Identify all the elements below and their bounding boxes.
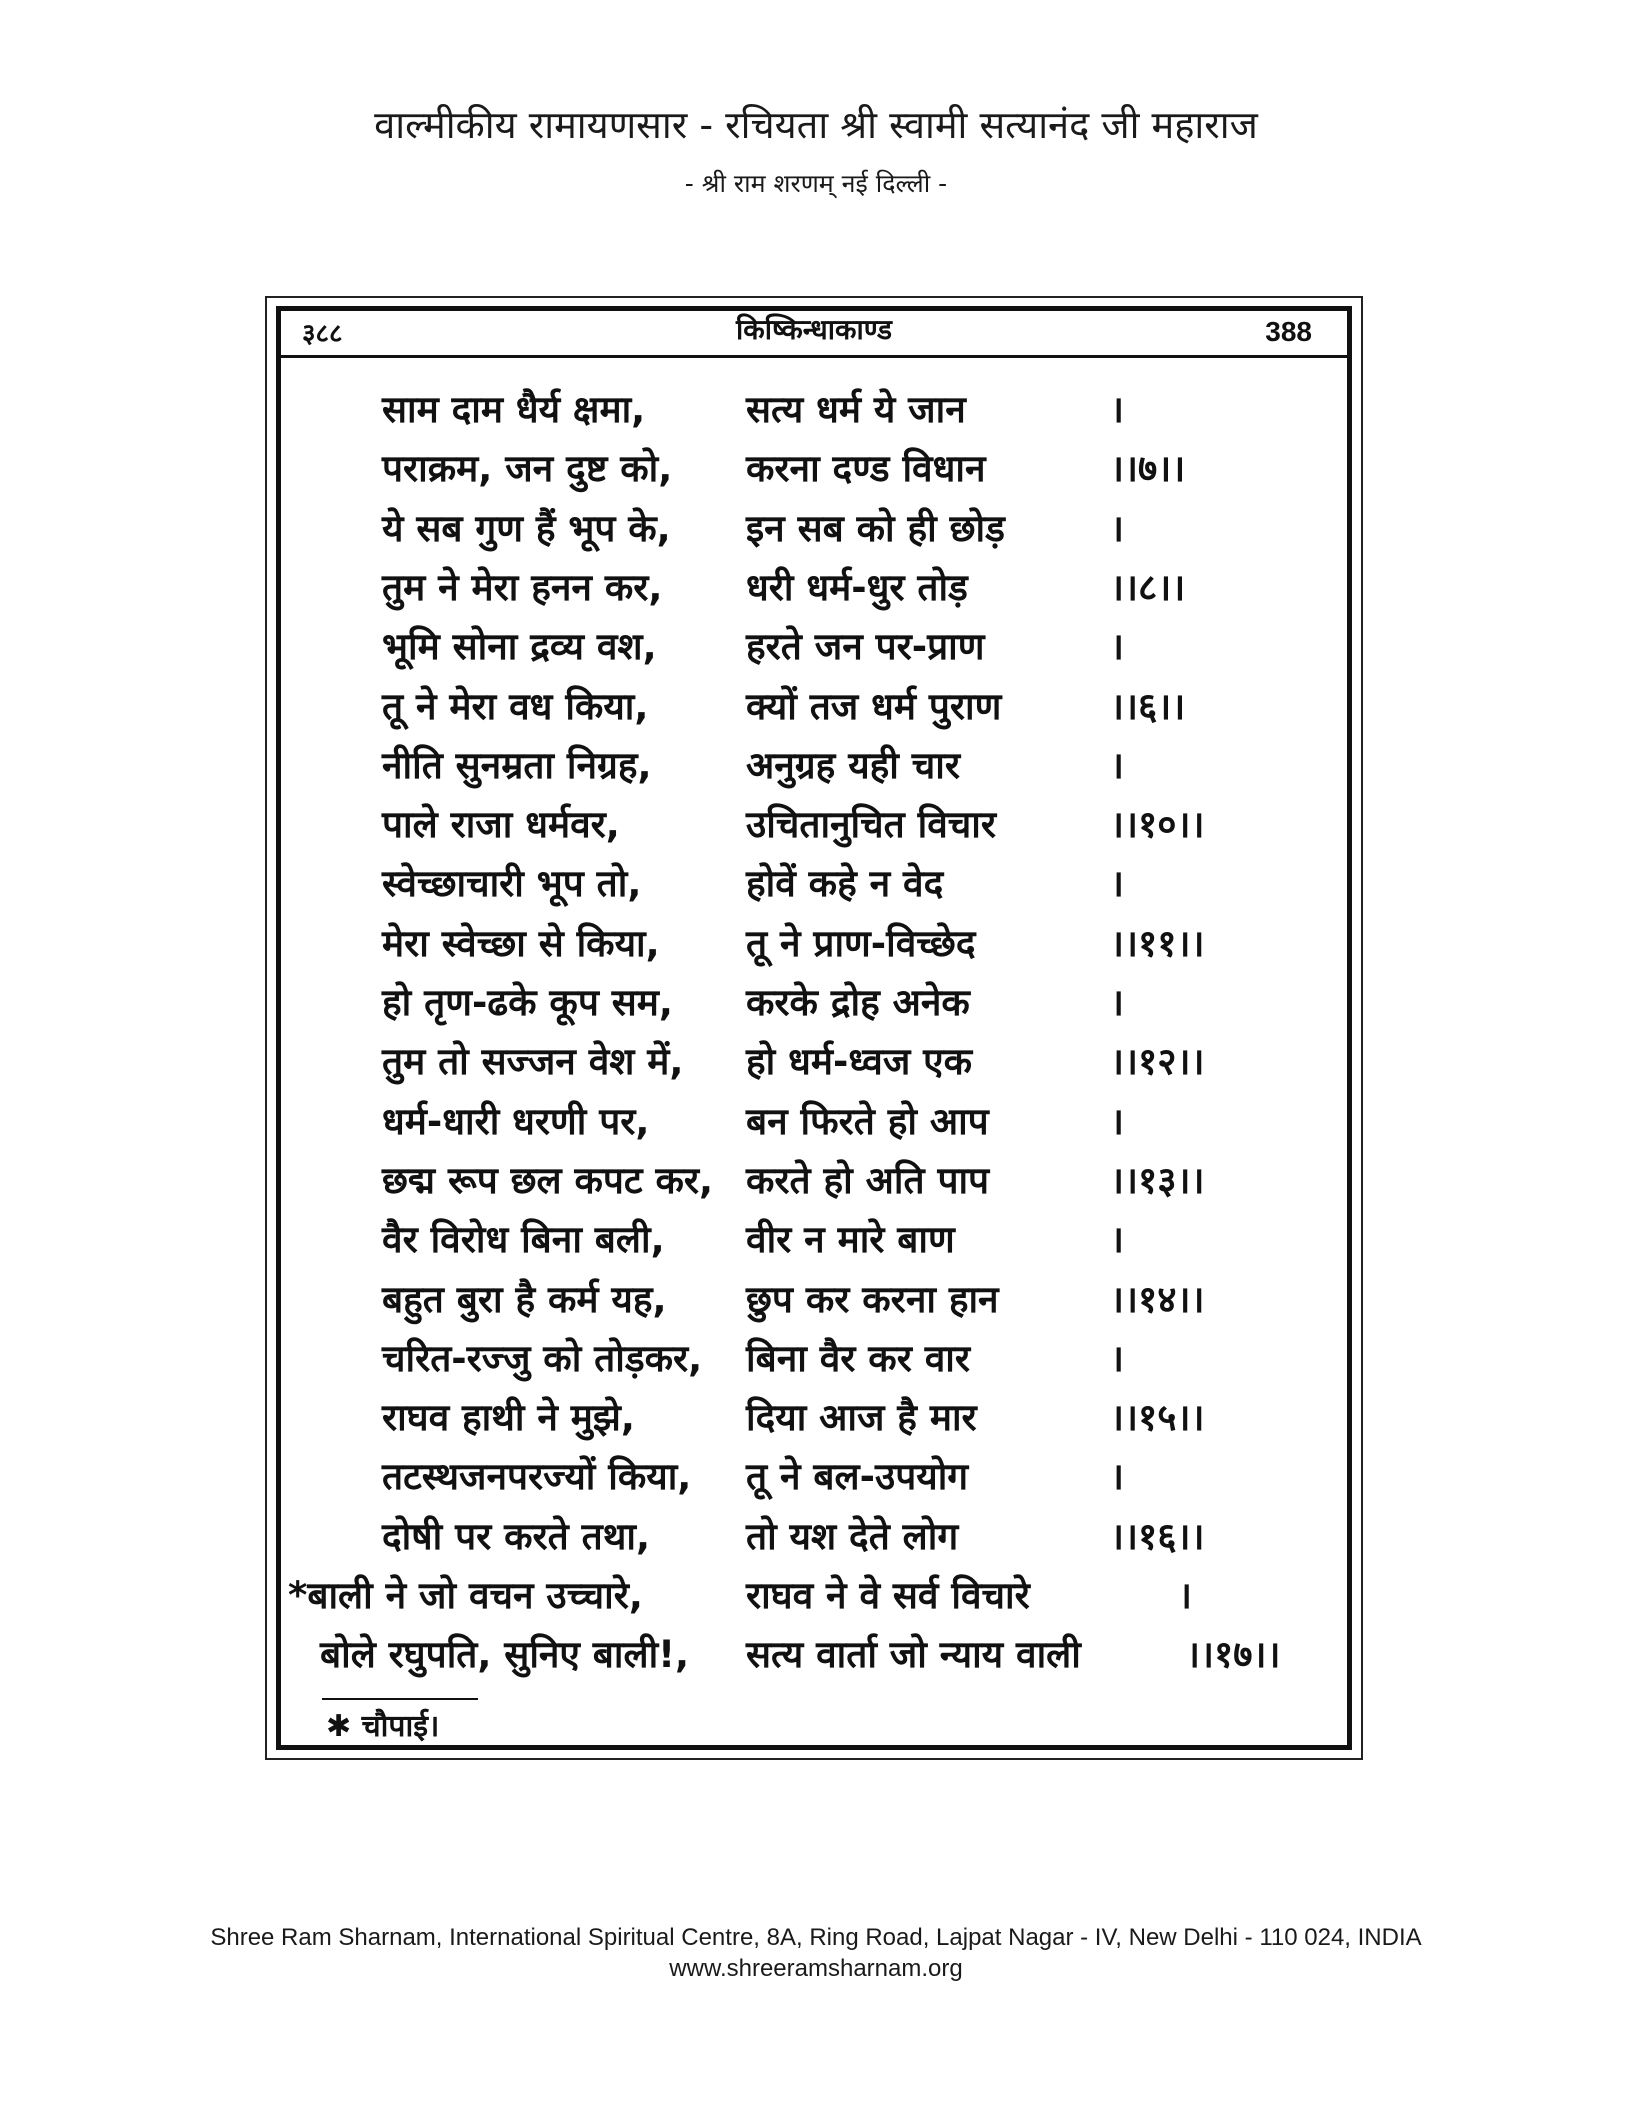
verse-half: वीर न मारे बाण [746,1218,955,1261]
verse-line [0,441,1632,501]
kanda-title: किष्किन्धाकाण्ड [735,313,893,346]
verse-number: ।।१३।। [1110,1159,1205,1202]
verse-line [0,501,1632,561]
verse-half: स्वेच्छाचारी भूप तो, [382,862,642,905]
verse-half: तो यश देते लोग [746,1515,959,1558]
footnote-rule [322,1698,478,1700]
verse-number: । [1110,1100,1125,1143]
verse-number: ।।१२।। [1110,1040,1205,1083]
verse-half: करके द्रोह अनेक [746,981,970,1024]
verse-line [0,1509,1632,1569]
verse-line [0,1449,1632,1509]
verse-number: । [1110,1218,1125,1261]
verse-number: ।।१४।। [1110,1278,1205,1321]
page-number: 388 [1265,316,1312,347]
verse-half: उचितानुचित विचार [746,803,996,846]
verse-number: । [1178,1574,1193,1617]
verse-line [0,916,1632,976]
verse-half: राघव हाथी ने मुझे, [382,1396,635,1439]
verse-half: चरित-रज्जु को तोड़कर, [382,1337,703,1380]
verse-half: ये सब गुण हैं भूप के, [382,507,671,550]
verse-half: छुप कर करना हान [746,1278,999,1321]
verse-half: बिना वैर कर वार [746,1337,971,1380]
verse-line [0,797,1632,857]
verse-line [0,679,1632,739]
verse-half: तू ने मेरा वध किया, [382,685,649,728]
verse-half: छद्म रूप छल कपट कर, [382,1159,714,1202]
verse-half: तू ने प्राण-विच्छेद [746,922,976,965]
verse-number: । [1110,388,1125,431]
verse-half: बन फिरते हो आप [746,1100,989,1143]
verse-line [0,738,1632,798]
verse-line [0,1331,1632,1391]
document-title: वाल्मीकीय रामायणसार - रचियता श्री स्वामी सत्यानंद जी महाराज [374,103,1258,147]
verse-half: करना दण्ड विधान [746,447,986,490]
verse-half: तुम ने मेरा हनन कर, [382,566,663,609]
footer-address: Shree Ram Sharnam, International Spiritual Centre, 8A, Ring Road, Lajpat Nagar - IV, New Delhi - 110 024, INDIA [210,1924,1422,1951]
verse-line [0,1094,1632,1154]
verse-line [0,1568,1632,1628]
page-number-devanagari: ३८८ [302,319,343,349]
footnote: ✱ चौपाई। [326,1709,440,1744]
verse-line [0,1212,1632,1272]
verse-number: ।।६।। [1110,685,1186,728]
verse-half: नीति सुनम्रता निग्रह, [382,744,652,787]
verse-number: । [1110,1455,1125,1498]
verse-line [0,560,1632,620]
verse-half: बहुत बुरा है कर्म यह, [382,1278,667,1321]
verse-number: । [1110,981,1125,1024]
verse-line [0,382,1632,442]
verse-half: राघव ने वे सर्व विचारे [746,1574,1030,1617]
document-subtitle: - श्री राम शरणम् नई दिल्ली - [684,169,948,198]
verse-half: इन सब को ही छोड़ [746,507,1005,550]
verse-half: *बाली ने जो वचन उच्चारे, [288,1574,643,1617]
verse-half: हरते जन पर-प्राण [746,625,985,668]
verse-half: अनुग्रह यही चार [746,744,960,787]
verse-half: करते हो अति पाप [746,1159,990,1202]
verse-half: क्यों तज धर्म पुराण [746,685,1002,728]
verse-half: पराक्रम, जन दुष्ट को, [382,447,673,490]
verse-number: । [1110,744,1125,787]
verse-half: धरी धर्म-धुर तोड़ [746,566,968,609]
verse-half: पाले राजा धर्मवर, [382,803,620,846]
verse-number: । [1110,1337,1125,1380]
verse-line [0,1272,1632,1332]
verse-half: सत्य धर्म ये जान [746,388,966,431]
verse-half: धर्म-धारी धरणी पर, [382,1100,650,1143]
verse-half: तटस्थजनपरज्यों किया, [382,1455,692,1498]
verse-half: भूमि सोना द्रव्य वश, [382,625,657,668]
verse-half: सत्य वार्ता जो न्याय वाली [746,1633,1081,1676]
verse-half: साम दाम धैर्य क्षमा, [382,388,646,431]
verse-line [0,856,1632,916]
verse-line [0,1153,1632,1213]
verse-half: हो धर्म-ध्वज एक [746,1040,973,1083]
verse-half: तुम तो सज्जन वेश में, [382,1040,684,1083]
verse-half: होवें कहे न वेद [746,862,944,905]
verse-half: दोषी पर करते तथा, [382,1515,651,1558]
verse-number: ।।८।। [1110,566,1186,609]
page-header-bar [276,306,1352,358]
verse-number: ।।१७।। [1186,1633,1281,1676]
verse-line [0,975,1632,1035]
verse-half: वैर विरोध बिना बली, [382,1218,665,1261]
verse-number: ।।१५।। [1110,1396,1205,1439]
verse-half: तू ने बल-उपयोग [746,1455,969,1498]
verse-half: हो तृण-ढके कूप सम, [382,981,673,1024]
verse-line [0,1627,1632,1687]
verse-line [0,1390,1632,1450]
verse-number: । [1110,507,1125,550]
verse-number: ।।१६।। [1110,1515,1205,1558]
verse-line [0,619,1632,679]
verse-half: दिया आज है मार [746,1396,977,1439]
verse-number: । [1110,862,1125,905]
verse-number: ।।११।। [1110,922,1205,965]
verse-number: ।।१०।। [1110,803,1205,846]
verse-number: । [1110,625,1125,668]
footer-website: www.shreeramsharnam.org [669,1955,963,1982]
verse-half: बोले रघुपति, सुनिए बाली!, [320,1633,690,1676]
verse-half: मेरा स्वेच्छा से किया, [382,922,660,965]
verse-line [0,1034,1632,1094]
verse-number: ।।७।। [1110,447,1186,490]
